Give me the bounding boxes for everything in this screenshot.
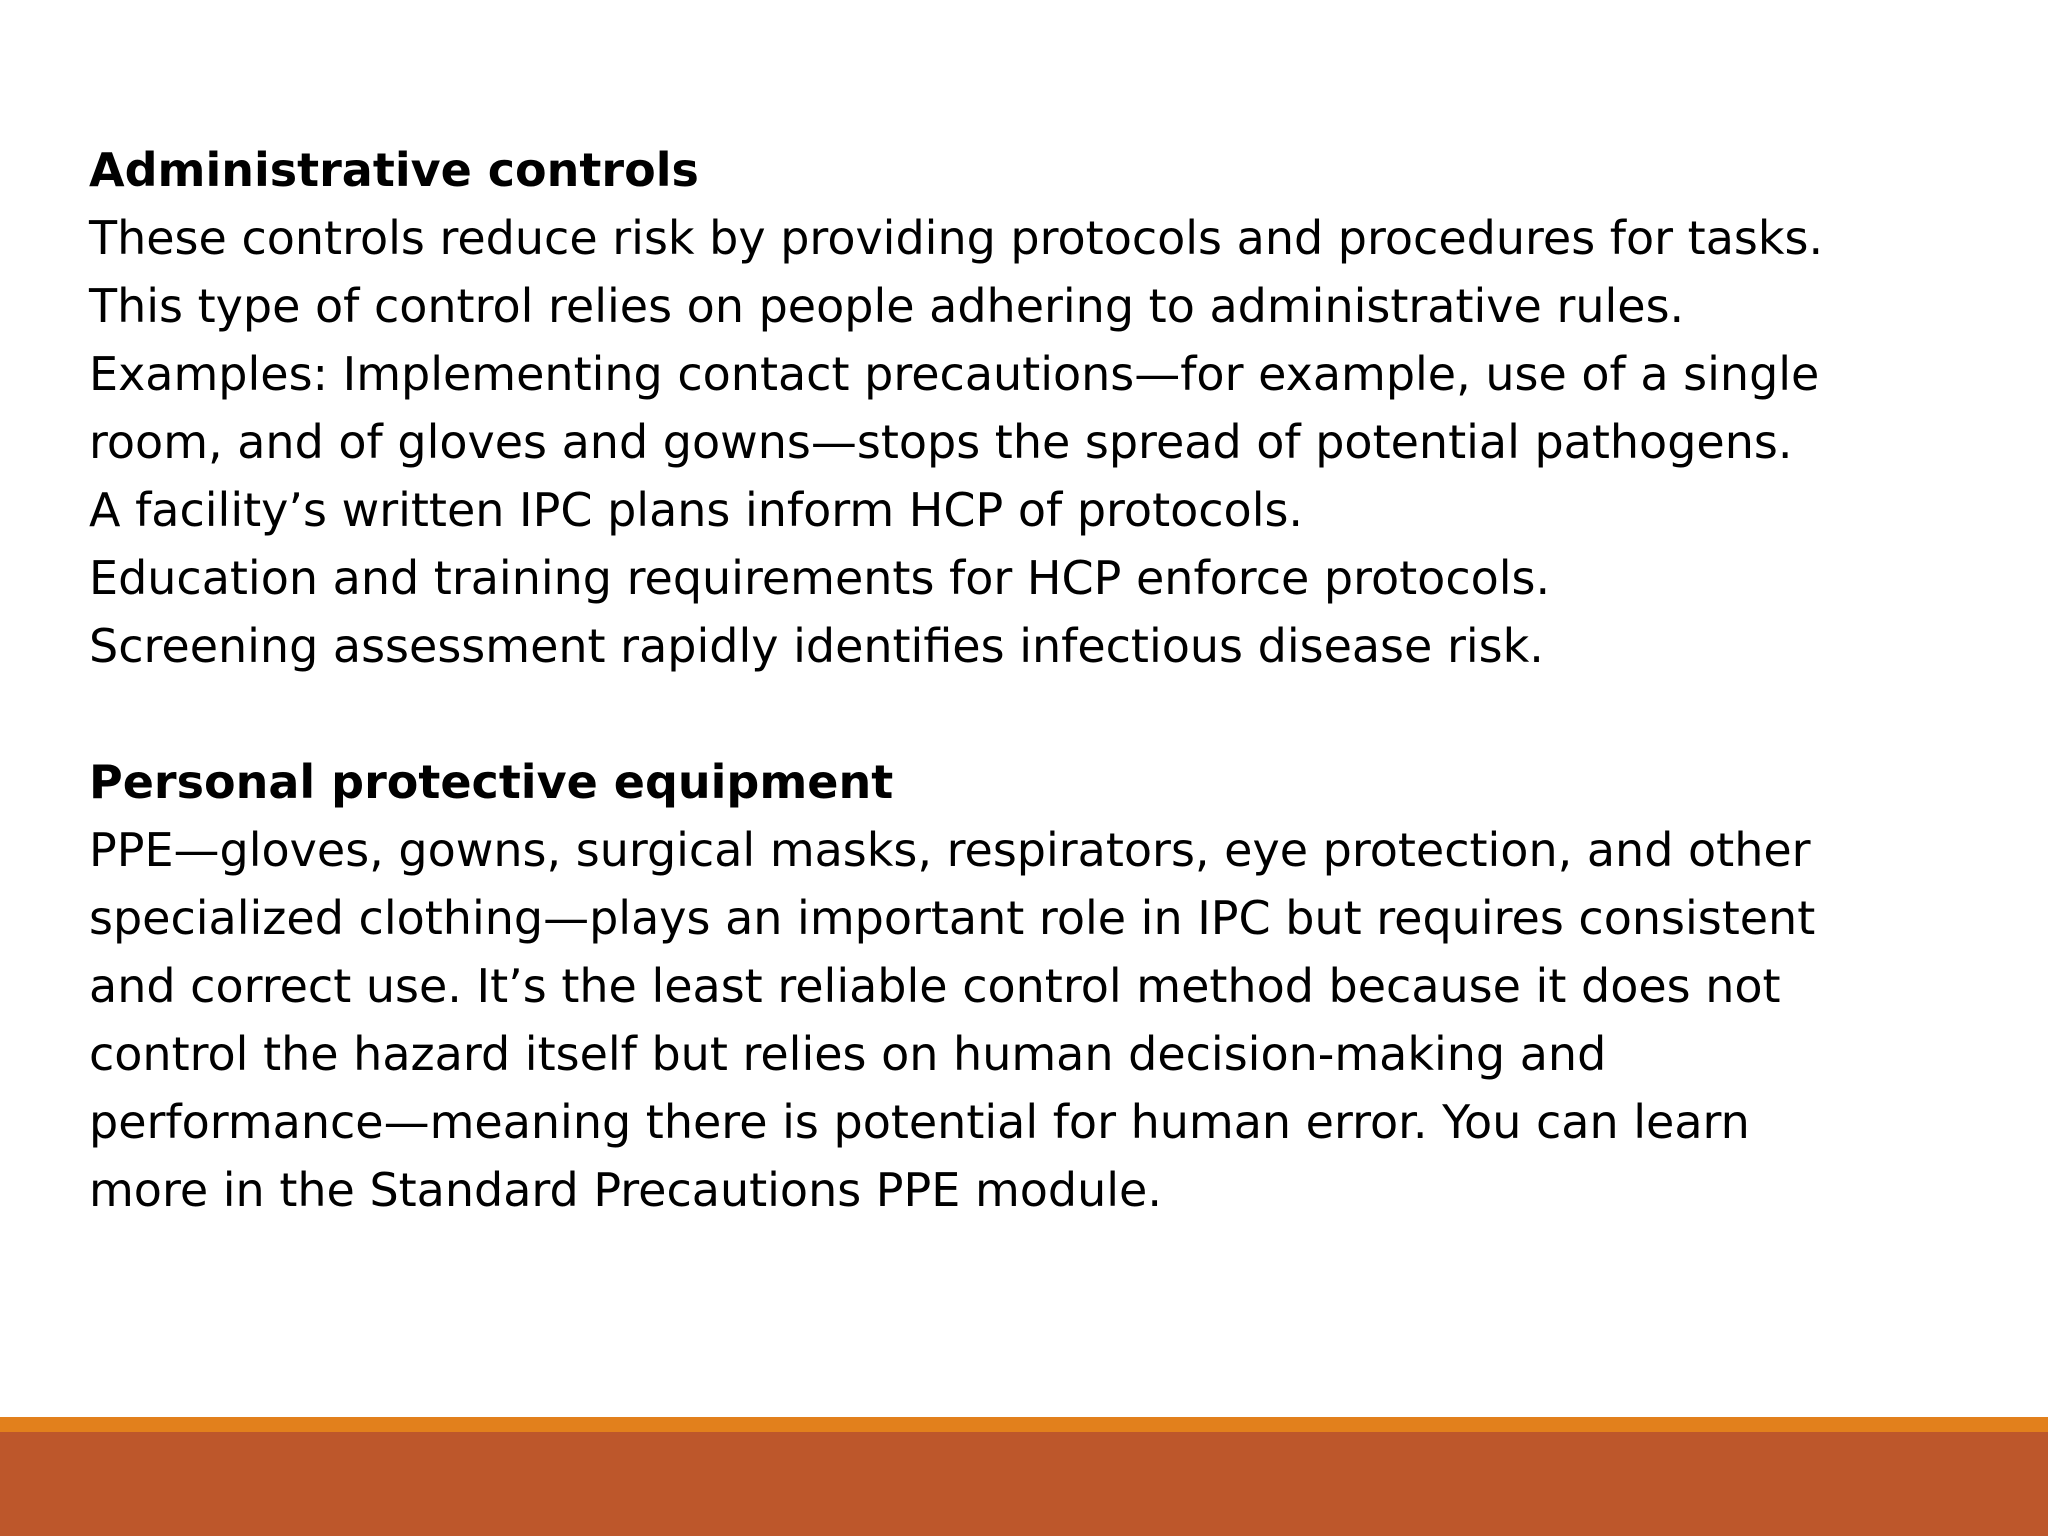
- section-heading: Personal protective equipment: [89, 755, 894, 809]
- body-line: PPE—gloves, gowns, surgical masks, respirators, eye protection, and other: [89, 823, 1811, 877]
- section-administrative-controls: [89, 136, 1989, 680]
- body-line: This type of control relies on people adhering to administrative rules.: [89, 279, 1685, 333]
- body-line: A facility’s written IPC plans inform HCP of protocols.: [89, 483, 1304, 537]
- section-personal-protective-equipment: [89, 748, 1989, 1224]
- body-line: specialized clothing—plays an important role in IPC but requires consistent: [89, 891, 1816, 945]
- body-line: Examples: Implementing contact precautions—for example, use of a single: [89, 347, 1820, 401]
- slide-content: [89, 136, 1989, 1224]
- footer-accent-stripe: [0, 1417, 2048, 1432]
- section-spacer: [89, 680, 1989, 748]
- body-line: control the hazard itself but relies on human decision-making and: [89, 1027, 1607, 1081]
- body-line: performance—meaning there is potential for human error. You can learn: [89, 1095, 1750, 1149]
- footer-bar: [0, 1432, 2048, 1536]
- body-line: more in the Standard Precautions PPE module.: [89, 1163, 1162, 1217]
- body-line: Screening assessment rapidly identifies infectious disease risk.: [89, 619, 1544, 673]
- body-line: These controls reduce risk by providing protocols and procedures for tasks.: [89, 211, 1824, 265]
- section-heading: Administrative controls: [89, 143, 699, 197]
- body-line: room, and of gloves and gowns—stops the spread of potential pathogens.: [89, 415, 1793, 469]
- body-line: and correct use. It’s the least reliable control method because it does not: [89, 959, 1781, 1013]
- body-line: Education and training requirements for HCP enforce protocols.: [89, 551, 1551, 605]
